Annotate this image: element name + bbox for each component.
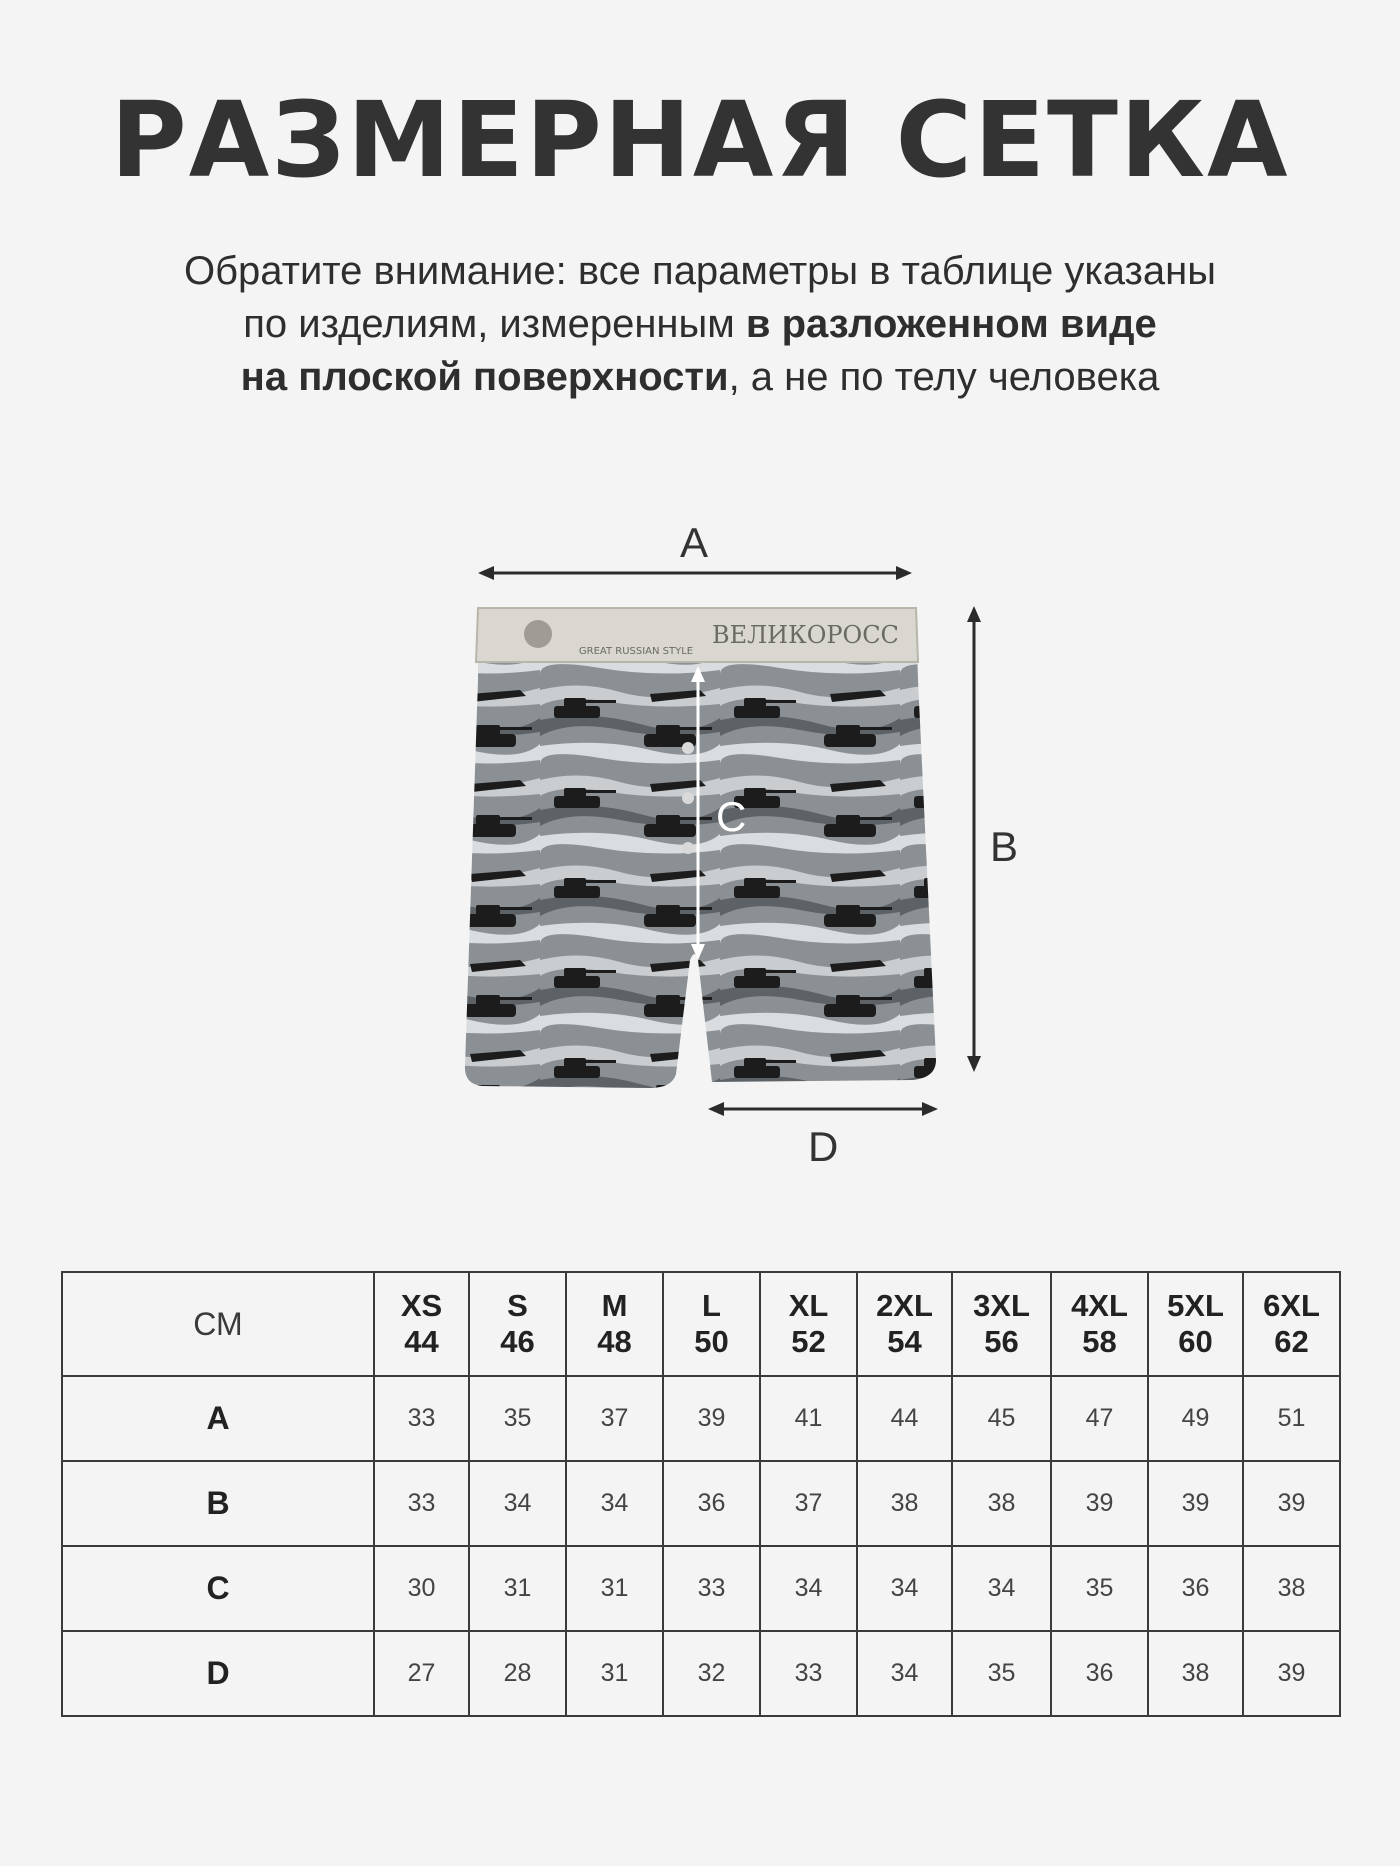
value-cell: 39 — [1243, 1631, 1340, 1716]
row-key-cell: B — [62, 1461, 374, 1546]
row-key-cell: A — [62, 1376, 374, 1461]
boxer-shorts-illustration — [0, 500, 1400, 1180]
value-cell: 35 — [952, 1631, 1051, 1716]
value-cell: 34 — [952, 1546, 1051, 1631]
value-cell: 33 — [374, 1461, 469, 1546]
size-number: 50 — [694, 1324, 729, 1359]
value-cell: 34 — [566, 1461, 663, 1546]
value-cell: 45 — [952, 1376, 1051, 1461]
value-cell: 27 — [374, 1631, 469, 1716]
size-header-row — [62, 1272, 1340, 1376]
note-line-3-bold: на плоской поверхности — [240, 355, 729, 399]
size-letter: 4XL — [1071, 1288, 1128, 1323]
measurement-note — [0, 245, 1400, 404]
note-line-1: Обратите внимание: все параметры в таблице указаны — [184, 249, 1216, 293]
dimension-b-arrow — [967, 606, 981, 1072]
size-number: 52 — [791, 1324, 826, 1359]
note-line-2 — [0, 298, 1400, 351]
value-cell: 35 — [469, 1376, 566, 1461]
size-number: 44 — [404, 1324, 439, 1359]
value-cell: 38 — [952, 1461, 1051, 1546]
size-header-cell — [1148, 1272, 1243, 1376]
size-header-cell — [952, 1272, 1051, 1376]
value-cell: 33 — [374, 1376, 469, 1461]
dimension-d-arrow — [708, 1102, 938, 1116]
note-line-3-text: , а не по телу человека — [728, 355, 1160, 399]
fly-button-icon — [682, 792, 694, 804]
unit-cell: СМ — [62, 1272, 374, 1376]
value-cell: 39 — [1243, 1461, 1340, 1546]
value-cell: 51 — [1243, 1376, 1340, 1461]
value-cell: 44 — [857, 1376, 952, 1461]
value-cell: 36 — [663, 1461, 760, 1546]
size-header-cell — [1051, 1272, 1148, 1376]
size-number: 48 — [597, 1324, 632, 1359]
size-number: 56 — [984, 1324, 1019, 1359]
value-cell: 35 — [1051, 1546, 1148, 1631]
fly-button-icon — [682, 842, 694, 854]
waistband-subtext: GREAT RUSSIAN STYLE — [578, 646, 694, 657]
value-cell: 33 — [663, 1546, 760, 1631]
size-letter: XS — [400, 1288, 443, 1323]
size-header-cell — [566, 1272, 663, 1376]
row-key-cell: C — [62, 1546, 374, 1631]
value-cell: 34 — [760, 1546, 857, 1631]
value-cell: 31 — [469, 1546, 566, 1631]
page-title: РАЗМЕРНАЯ СЕТКА — [110, 79, 1290, 201]
value-cell: 39 — [1051, 1461, 1148, 1546]
size-letter: XL — [788, 1288, 829, 1323]
table-row — [62, 1546, 1340, 1631]
size-number: 62 — [1274, 1324, 1309, 1359]
value-cell: 33 — [760, 1631, 857, 1716]
value-cell: 31 — [566, 1546, 663, 1631]
measurement-diagram — [0, 500, 1400, 1180]
size-number: 54 — [887, 1324, 922, 1359]
fly-button-icon — [682, 742, 694, 754]
value-cell: 28 — [469, 1631, 566, 1716]
size-header-cell — [469, 1272, 566, 1376]
size-header-cell — [760, 1272, 857, 1376]
value-cell: 34 — [469, 1461, 566, 1546]
size-table — [61, 1271, 1341, 1717]
value-cell: 37 — [566, 1376, 663, 1461]
size-letter: M — [601, 1288, 628, 1323]
dimension-a-label: A — [680, 519, 709, 566]
size-number: 58 — [1082, 1324, 1117, 1359]
value-cell: 38 — [1148, 1631, 1243, 1716]
table-row — [62, 1376, 1340, 1461]
value-cell: 32 — [663, 1631, 760, 1716]
size-header-cell — [1243, 1272, 1340, 1376]
note-line-2-bold: в разложенном виде — [745, 302, 1157, 346]
value-cell: 47 — [1051, 1376, 1148, 1461]
note-line-2-text: по изделиям, измеренным — [243, 302, 746, 346]
value-cell: 34 — [857, 1546, 952, 1631]
value-cell: 39 — [663, 1376, 760, 1461]
dimension-d-label: D — [808, 1123, 839, 1170]
value-cell: 49 — [1148, 1376, 1243, 1461]
row-key-cell: D — [62, 1631, 374, 1716]
size-letter: 5XL — [1167, 1288, 1224, 1323]
value-cell: 30 — [374, 1546, 469, 1631]
value-cell: 39 — [1148, 1461, 1243, 1546]
dimension-b-label: B — [990, 823, 1019, 870]
waistband-brand-text: ВЕЛИКОРОСС — [712, 621, 899, 649]
value-cell: 34 — [857, 1631, 952, 1716]
table-row — [62, 1461, 1340, 1546]
waistband-emblem-icon — [524, 620, 552, 648]
value-cell: 36 — [1148, 1546, 1243, 1631]
table-row — [62, 1631, 1340, 1716]
size-number: 46 — [500, 1324, 535, 1359]
note-line-3 — [0, 351, 1400, 404]
size-letter: 6XL — [1263, 1288, 1320, 1323]
value-cell: 41 — [760, 1376, 857, 1461]
dimension-c-label: C — [716, 793, 747, 840]
size-letter: 3XL — [973, 1288, 1030, 1323]
value-cell: 38 — [1243, 1546, 1340, 1631]
value-cell: 37 — [760, 1461, 857, 1546]
size-letter: 2XL — [876, 1288, 933, 1323]
dimension-a-arrow — [478, 566, 912, 580]
value-cell: 38 — [857, 1461, 952, 1546]
size-number: 60 — [1178, 1324, 1213, 1359]
size-header-cell — [374, 1272, 469, 1376]
size-letter: L — [702, 1288, 721, 1323]
value-cell: 36 — [1051, 1631, 1148, 1716]
size-header-cell — [663, 1272, 760, 1376]
size-header-cell — [857, 1272, 952, 1376]
size-letter: S — [507, 1288, 528, 1323]
value-cell: 31 — [566, 1631, 663, 1716]
